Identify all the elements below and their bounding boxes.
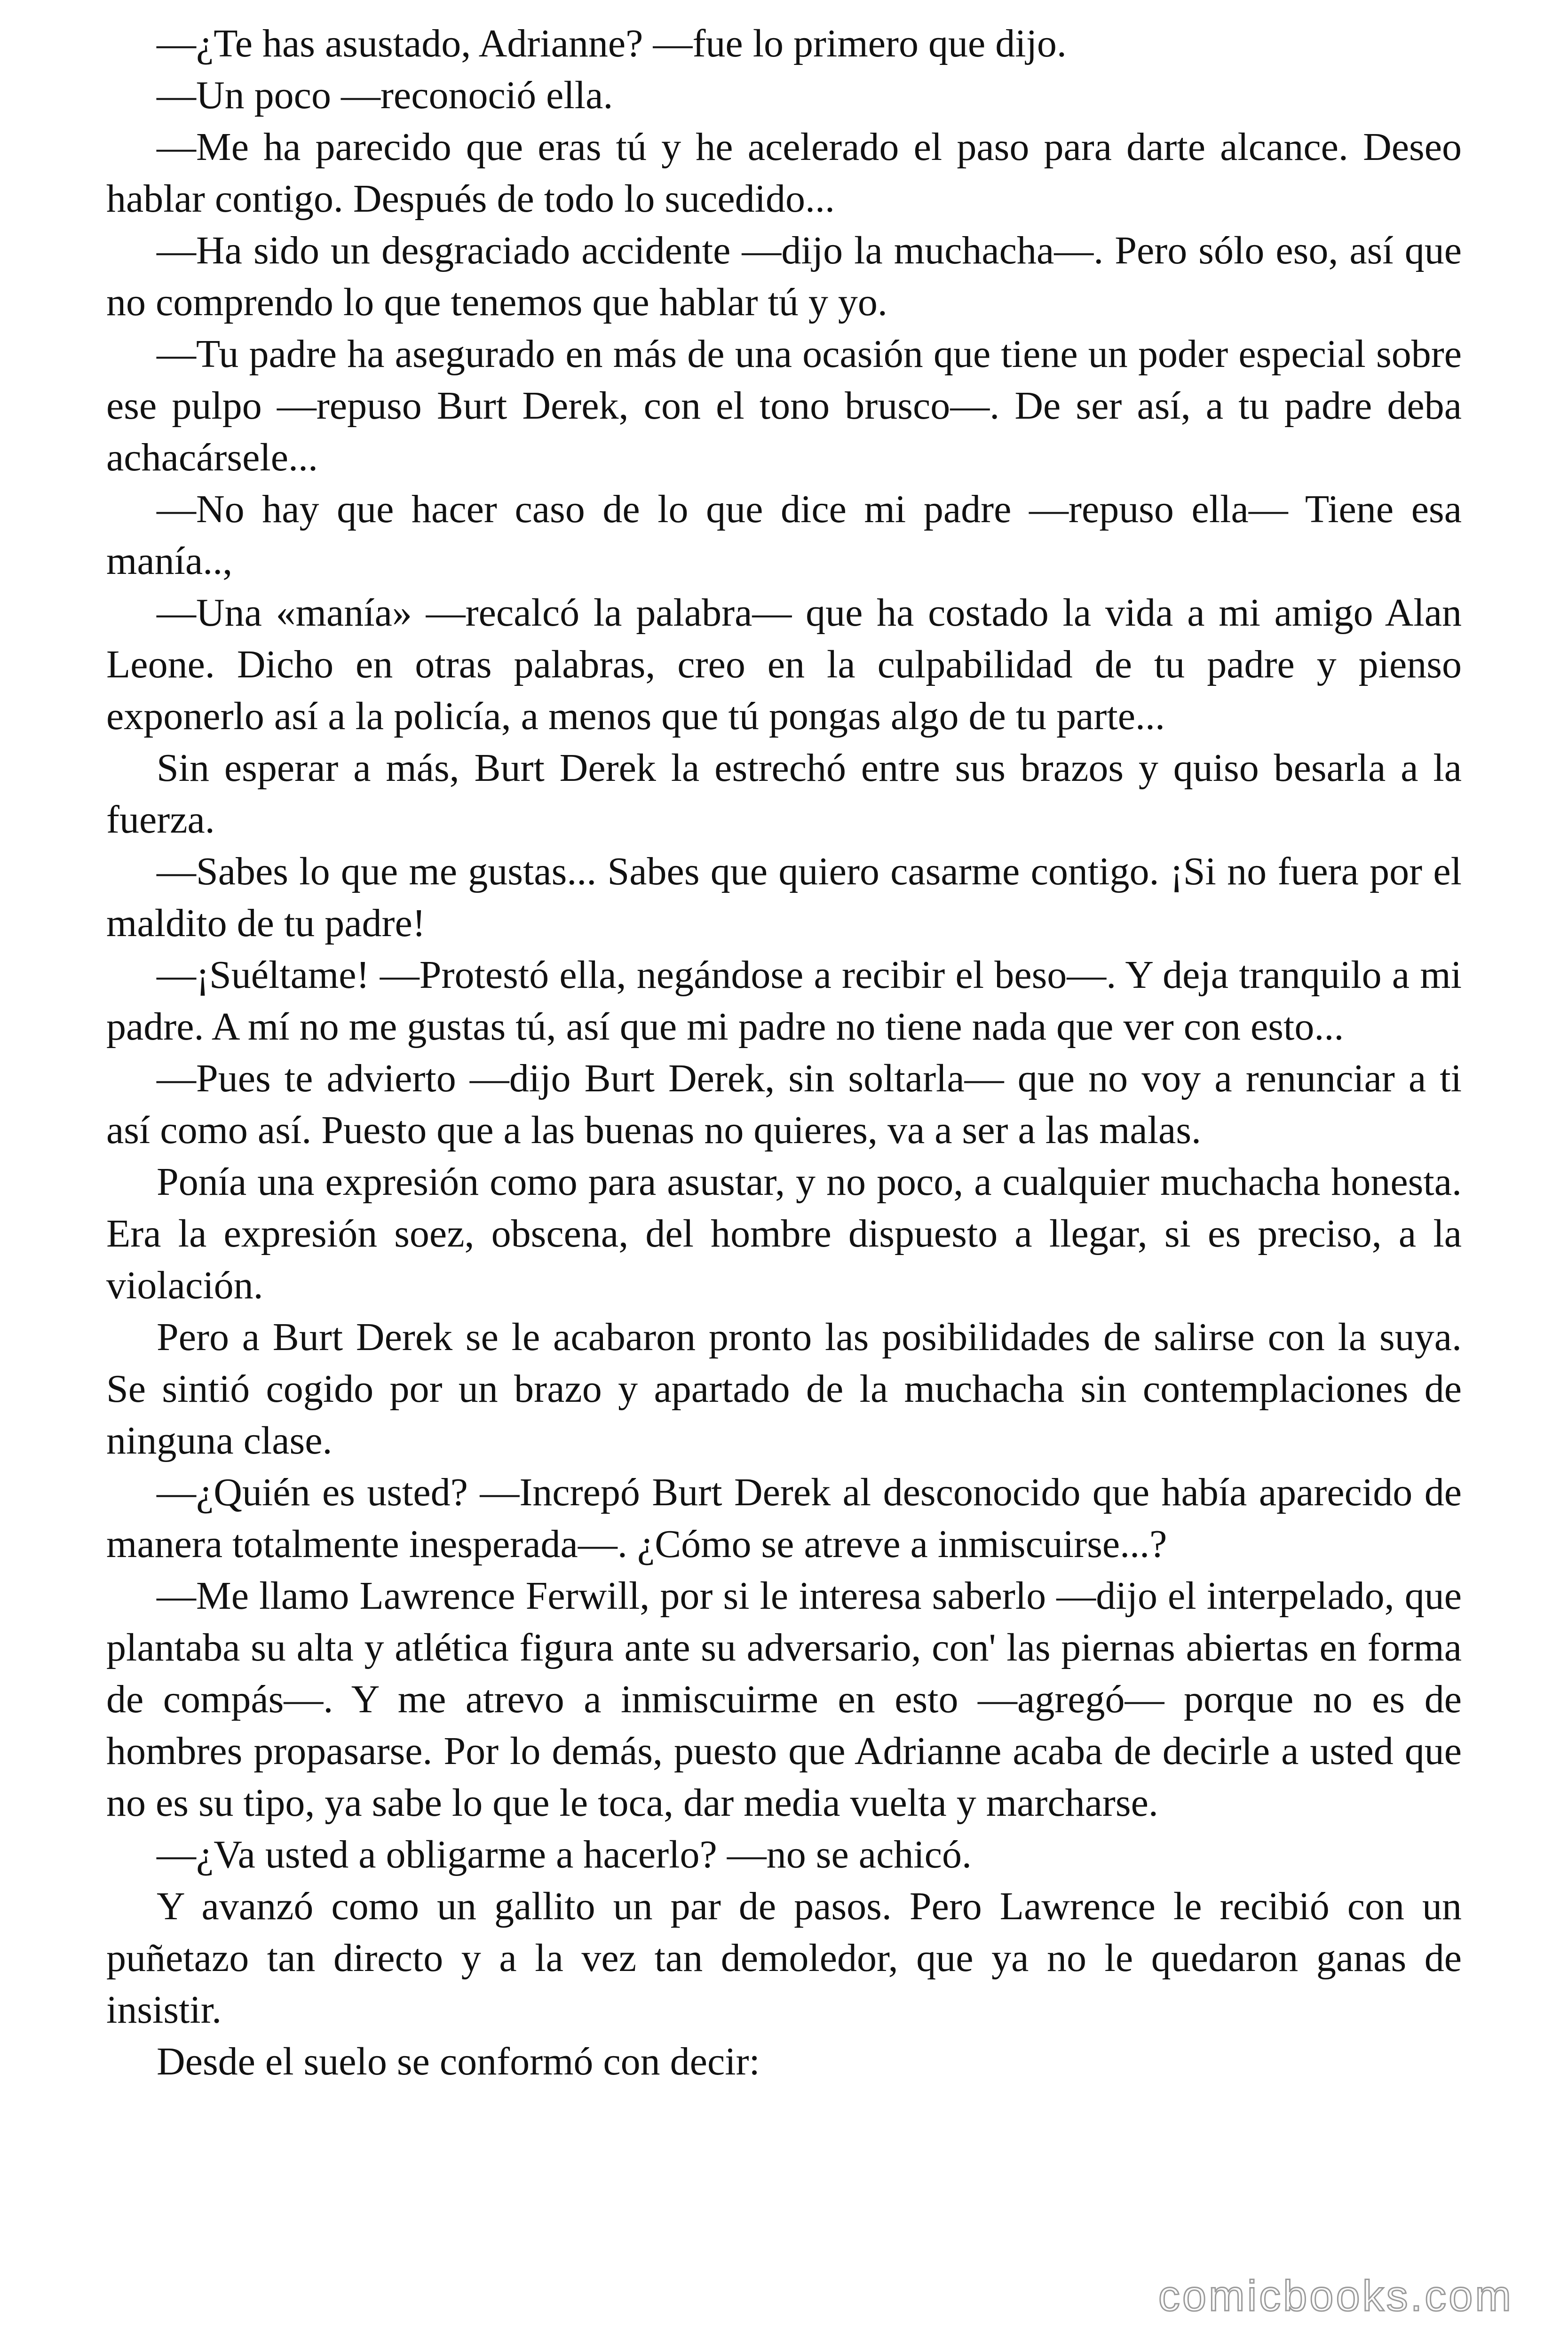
paragraph: —Pues te advierto —dijo Burt Derek, sin soltarla— que no voy a renunciar a ti así como así. Puesto que a las buenas no quieres, va a ser a las malas. xyxy=(106,1057,1462,1152)
paragraph: —Sabes lo que me gustas... Sabes que quiero casarme contigo. ¡Si no fuera por el maldito de tu padre! xyxy=(106,850,1462,945)
paragraph: Ponía una expresión como para asustar, y no poco, a cualquier muchacha honesta. Era la expresión soez, obscena, del hombre dispuesto a llegar, si es preciso, a la violación. xyxy=(106,1160,1462,1307)
paragraph: —¿Te has asustado, Adrianne? —fue lo primero que dijo. xyxy=(157,22,1067,65)
paragraph: —¿Va usted a obligarme a hacerlo? —no se achicó. xyxy=(157,1833,972,1876)
paragraph: —Tu padre ha asegurado en más de una ocasión que tiene un poder especial sobre ese pulpo —repuso Burt Derek, con el tono brusco—. De ser así, a tu padre deba achacársele... xyxy=(106,332,1462,479)
paragraph: Pero a Burt Derek se le acabaron pronto las posibilidades de salirse con la suya. Se sintió cogido por un brazo y apartado de la muchacha sin contemplaciones de ninguna clase. xyxy=(106,1315,1462,1462)
paragraph: —Un poco —reconoció ella. xyxy=(157,73,613,117)
paragraph: —Una «manía» —recalcó la palabra— que ha costado la vida a mi amigo Alan Leone. Dicho en otras palabras, creo en la culpabilidad de tu padre y pienso exponerlo así a la policía, a menos que tú pongas algo de tu parte... xyxy=(106,591,1462,738)
paragraph: —Ha sido un desgraciado accidente —dijo la muchacha—. Pero sólo eso, así que no comprendo lo que tenemos que hablar tú y yo. xyxy=(106,229,1462,324)
paragraph: —Me llamo Lawrence Ferwill, por si le interesa saberlo —dijo el interpelado, que plantaba su alta y atlética figura ante su adversario, con' las piernas abiertas en forma de compás—. Y me atrevo a inmiscuirme en esto —agregó— porque no es de hombres propasarse. Por lo demás, puesto que Adrianne acaba de decirle a usted que no es su tipo, ya sabe lo que le toca, dar media vuelta y marcharse. xyxy=(106,1574,1462,1825)
paragraph: Sin esperar a más, Burt Derek la estrechó entre sus brazos y quiso besarla a la fuerza. xyxy=(106,746,1462,842)
page-text xyxy=(106,18,1462,2088)
paragraph: —¡Suéltame! —Protestó ella, negándose a recibir el beso—. Y deja tranquilo a mi padre. A mí no me gustas tú, así que mi padre no tiene nada que ver con esto... xyxy=(106,953,1462,1049)
paragraph: —Me ha parecido que eras tú y he acelerado el paso para darte alcance. Deseo hablar contigo. Después de todo lo sucedido... xyxy=(106,125,1462,221)
paragraph: —No hay que hacer caso de lo que dice mi padre —repuso ella— Tiene esa manía.., xyxy=(106,487,1462,583)
paragraph: —¿Quién es usted? —Increpó Burt Derek al desconocido que había aparecido de manera totalmente inesperada—. ¿Cómo se atreve a inmiscuirse...? xyxy=(106,1470,1462,1566)
paragraph: Y avanzó como un gallito un par de pasos. Pero Lawrence le recibió con un puñetazo tan directo y a la vez tan demoledor, que ya no le quedaron ganas de insistir. xyxy=(106,1884,1462,2032)
paragraph: Desde el suelo se conformó con decir: xyxy=(157,2040,760,2083)
watermark: comicbooks.com xyxy=(1158,2272,1513,2320)
